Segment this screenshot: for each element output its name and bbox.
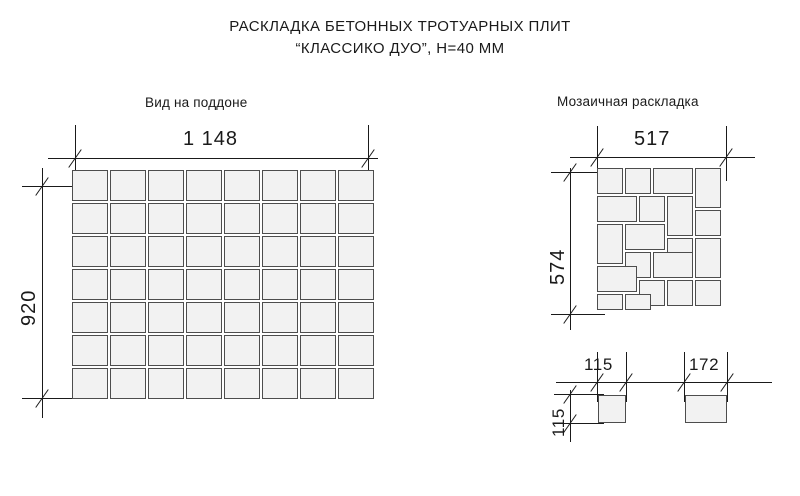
small-tile-width-label: 115 bbox=[584, 355, 613, 374]
pallet-tile bbox=[148, 269, 184, 300]
pallet-tile bbox=[338, 302, 374, 333]
pallet-tile bbox=[262, 269, 298, 300]
small-tile-height-label: 115 bbox=[549, 408, 568, 437]
pallet-tile bbox=[110, 269, 146, 300]
pallet-tile bbox=[148, 368, 184, 399]
mosaic-tile bbox=[639, 196, 665, 222]
small-tile-ext-top bbox=[554, 394, 604, 395]
pallet-tile bbox=[262, 302, 298, 333]
pallet-tile bbox=[262, 203, 298, 234]
mosaic-width-label: 517 bbox=[634, 128, 671, 150]
large-tile-width-dim-line bbox=[658, 382, 772, 383]
large-tile-width-label: 172 bbox=[689, 355, 720, 374]
mosaic-ext-bottom-left bbox=[551, 314, 605, 315]
pallet-height-label: 920 bbox=[18, 289, 40, 326]
pallet-ext-bottom-left bbox=[22, 398, 77, 399]
pallet-tile bbox=[300, 302, 336, 333]
pallet-tile bbox=[300, 203, 336, 234]
large-tile-element bbox=[685, 395, 727, 423]
pallet-ext-top-left bbox=[22, 186, 77, 187]
pallet-tile bbox=[338, 203, 374, 234]
small-tile-ext-right bbox=[626, 352, 627, 402]
pallet-tile bbox=[110, 170, 146, 201]
pallet-tile bbox=[148, 335, 184, 366]
mosaic-tile bbox=[625, 224, 665, 250]
mosaic-height-label: 574 bbox=[547, 248, 569, 285]
mosaic-tile bbox=[653, 168, 693, 194]
pallet-tile bbox=[224, 269, 260, 300]
mosaic-height-dim-line bbox=[570, 168, 571, 330]
pallet-tile bbox=[148, 203, 184, 234]
mosaic-tile bbox=[695, 210, 721, 236]
mosaic-tile bbox=[653, 308, 654, 309]
mosaic-tile bbox=[597, 224, 623, 264]
pallet-tile bbox=[186, 368, 222, 399]
pallet-height-dim-line bbox=[42, 168, 43, 418]
mosaic-tile bbox=[667, 196, 693, 236]
pallet-tile-grid bbox=[72, 170, 374, 399]
pallet-tile bbox=[72, 302, 108, 333]
pallet-tile bbox=[110, 335, 146, 366]
small-tile-element bbox=[598, 395, 626, 423]
pallet-tile bbox=[72, 203, 108, 234]
pallet-tile bbox=[148, 170, 184, 201]
mosaic-tile bbox=[695, 238, 721, 278]
pallet-tile bbox=[148, 236, 184, 267]
pallet-tile bbox=[300, 236, 336, 267]
pallet-tile bbox=[186, 236, 222, 267]
pallet-tile bbox=[186, 170, 222, 201]
pallet-tile bbox=[224, 368, 260, 399]
small-tile-height-dim-line bbox=[570, 390, 571, 442]
pallet-tile bbox=[110, 236, 146, 267]
pallet-tile bbox=[300, 269, 336, 300]
mosaic-tile bbox=[597, 294, 623, 310]
pallet-tile bbox=[72, 269, 108, 300]
pallet-tile bbox=[300, 170, 336, 201]
pallet-tile bbox=[300, 368, 336, 399]
section-title-mosaic: Мозаичная раскладка bbox=[557, 94, 699, 109]
pallet-tile bbox=[262, 236, 298, 267]
page-title: РАСКЛАДКА БЕТОННЫХ ТРОТУАРНЫХ ПЛИТ “КЛАССИКО ДУО”, Н=40 ММ bbox=[229, 18, 571, 57]
pallet-tile bbox=[338, 170, 374, 201]
pallet-tile bbox=[338, 236, 374, 267]
pallet-tile bbox=[110, 368, 146, 399]
pallet-tile bbox=[110, 302, 146, 333]
pallet-tile bbox=[262, 335, 298, 366]
pallet-tile bbox=[72, 368, 108, 399]
mosaic-tile bbox=[625, 294, 651, 310]
pallet-tile bbox=[224, 302, 260, 333]
pallet-tile bbox=[224, 236, 260, 267]
pallet-tile bbox=[300, 335, 336, 366]
pallet-tile bbox=[186, 269, 222, 300]
section-title-pallet: Вид на поддоне bbox=[145, 95, 248, 110]
pallet-tile bbox=[262, 368, 298, 399]
mosaic-tile bbox=[597, 266, 637, 292]
pallet-tile bbox=[72, 335, 108, 366]
pallet-tile bbox=[224, 203, 260, 234]
pallet-tile bbox=[338, 269, 374, 300]
pallet-tile bbox=[186, 203, 222, 234]
pallet-width-label: 1 148 bbox=[183, 128, 239, 150]
large-tile-ext-right bbox=[727, 352, 728, 402]
pallet-tile bbox=[186, 335, 222, 366]
pallet-tile bbox=[72, 170, 108, 201]
mosaic-tile bbox=[653, 252, 693, 278]
mosaic-tile bbox=[597, 196, 637, 222]
pallet-tile bbox=[262, 170, 298, 201]
mosaic-tile bbox=[625, 168, 651, 194]
pallet-tile bbox=[186, 302, 222, 333]
small-tile-width-dim-line bbox=[556, 382, 670, 383]
mosaic-tile bbox=[667, 280, 693, 306]
pallet-width-dim-line bbox=[48, 158, 378, 159]
mosaic-tile bbox=[695, 280, 721, 306]
pallet-tile bbox=[72, 236, 108, 267]
pallet-tile bbox=[338, 368, 374, 399]
mosaic-tile bbox=[695, 168, 721, 208]
pallet-tile bbox=[224, 170, 260, 201]
mosaic-tile bbox=[597, 168, 623, 194]
pallet-tile bbox=[224, 335, 260, 366]
pallet-tile bbox=[110, 203, 146, 234]
pallet-tile bbox=[148, 302, 184, 333]
pallet-tile bbox=[338, 335, 374, 366]
mosaic-pattern bbox=[597, 168, 725, 310]
